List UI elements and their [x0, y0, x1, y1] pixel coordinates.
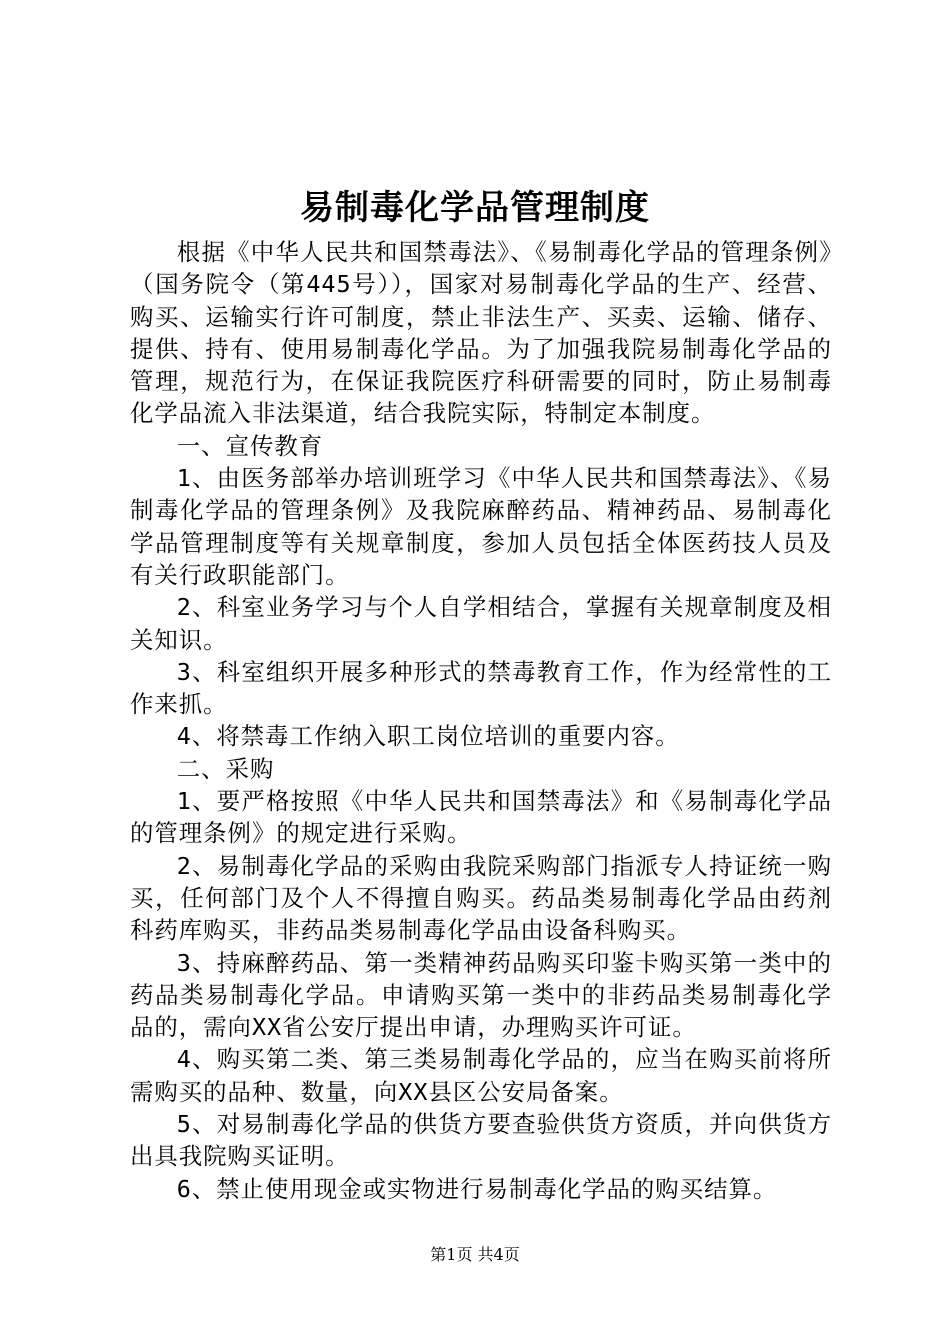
- page-number-footer: 第1页 共4页: [430, 1245, 520, 1264]
- paragraph-item: 2、科室业务学习与个人自学相结合，掌握有关规章制度及相关知识。: [130, 593, 832, 654]
- paragraph-item: 3、科室组织开展多种形式的禁毒教育工作，作为经常性的工作来抓。: [130, 657, 832, 719]
- document-body: [130, 236, 832, 1205]
- paragraph-item: 6、禁止使用现金或实物进行易制毒化学品的购买结算。: [176, 1174, 778, 1203]
- paragraph-intro: 根据《中华人民共和国禁毒法》、《易制毒化学品的管理条例》（国务院令（第445号）），国家对易制毒化学品的生产、经营、购买、运输实行许可制度，禁止非法生产、买卖、运输、储存、提供、持有、使用易制毒化学品。为了加强我院易制毒化学品的管理，规范行为，在保证我院医疗科研需要的同时，防止易制毒化学品流入非法渠道，结合我院实际，特制定本制度。: [130, 238, 832, 428]
- paragraph-item: 1、由医务部举办培训班学习《中华人民共和国禁毒法》、《易制毒化学品的管理条例》及我院麻醉药品、精神药品、易制毒化学品管理制度等有关规章制度，参加人员包括全体医药技人员及有关行政职能部门。: [130, 464, 832, 589]
- paragraph-item: 4、将禁毒工作纳入职工岗位培训的重要内容。: [176, 722, 680, 751]
- paragraph-item: 5、对易制毒化学品的供货方要查验供货方资质，并向供货方出具我院购买证明。: [130, 1110, 832, 1171]
- paragraph-item: 2、易制毒化学品的采购由我院采购部门指派专人持证统一购买，任何部门及个人不得擅自购买。药品类易制毒化学品由药剂科药库购买，非药品类易制毒化学品由设备科购买。: [130, 851, 832, 945]
- section-heading-publicity: 一、宣传教育: [176, 431, 324, 460]
- document-title: 易制毒化学品管理制度: [300, 188, 650, 228]
- paragraph-item: 1、要严格按照《中华人民共和国禁毒法》和《易制毒化学品的管理条例》的规定进行采购。: [130, 787, 832, 848]
- paragraph-item: 4、购买第二类、第三类易制毒化学品的，应当在购买前将所需购买的品种、数量，向XX县区公安局备案。: [130, 1045, 832, 1106]
- paragraph-item: 3、持麻醉药品、第一类精神药品购买印鉴卡购买第一类中的药品类易制毒化学品。申请购买第一类中的非药品类易制毒化学品的，需向XX省公安厅提出申请，办理购买许可证。: [130, 948, 832, 1042]
- section-heading-purchase: 二、采购: [176, 754, 275, 783]
